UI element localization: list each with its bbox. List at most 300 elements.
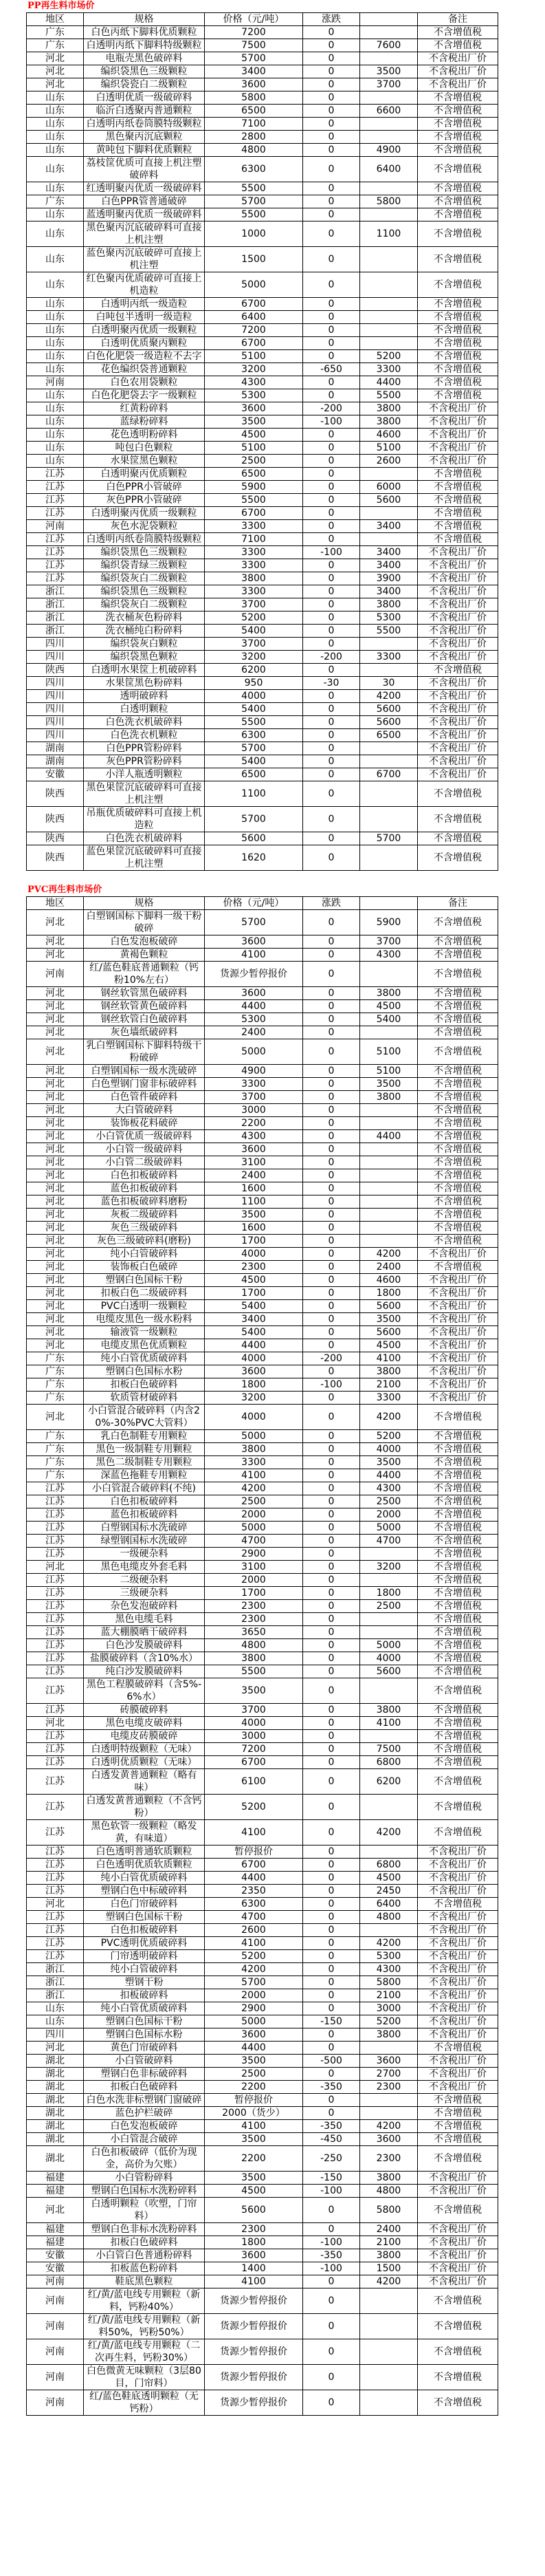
cell-spec: 编织袋黑色颗粒 <box>84 651 205 664</box>
cell-region: 江苏 <box>27 1626 84 1639</box>
cell-region: 江苏 <box>27 559 84 572</box>
cell-change: 0 <box>303 1535 360 1548</box>
cell-region: 河南 <box>27 520 84 533</box>
cell-change: 0 <box>303 742 360 755</box>
cell-price: 1700 <box>205 1287 303 1300</box>
cell-region: 陕西 <box>27 845 84 871</box>
table-row <box>27 247 498 272</box>
header-region: 地区 <box>27 897 84 910</box>
table-row <box>27 716 498 729</box>
cell-remark: 不含税出厂价 <box>418 1937 498 1950</box>
cell-price: 1700 <box>205 1235 303 1248</box>
cell-price: 3100 <box>205 1156 303 1169</box>
cell-region: 浙江 <box>27 1963 84 1976</box>
cell-region: 河北 <box>27 1326 84 1339</box>
cell-change: 0 <box>303 1313 360 1326</box>
cell-spec: 装饰板花料破碎 <box>84 1117 205 1130</box>
cell-region: 四川 <box>27 703 84 716</box>
cell-price: 3600 <box>205 1143 303 1156</box>
cell-price: 6200 <box>205 664 303 677</box>
cell-extra: 3800 <box>360 1704 418 1717</box>
cell-change: -200 <box>303 1352 360 1365</box>
cell-spec: 小白管混合破碎 <box>84 2133 205 2146</box>
table-row <box>27 2223 498 2236</box>
cell-extra: 5700 <box>360 832 418 845</box>
cell-change: 0 <box>303 105 360 118</box>
cell-region: 江苏 <box>27 1950 84 1963</box>
cell-region: 山东 <box>27 2002 84 2015</box>
cell-remark: 不含增值税 <box>418 1574 498 1587</box>
cell-region: 江苏 <box>27 1522 84 1535</box>
cell-region: 浙江 <box>27 611 84 625</box>
cell-price: 3000 <box>205 1730 303 1743</box>
cell-remark: 不含增值税 <box>418 1143 498 1156</box>
table-row <box>27 1872 498 1885</box>
cell-spec: 鞋底黑色颗粒 <box>84 2275 205 2288</box>
table-row <box>27 1222 498 1235</box>
cell-region: 江苏 <box>27 1587 84 1600</box>
cell-region: 浙江 <box>27 598 84 611</box>
cell-extra: 6600 <box>360 105 418 118</box>
table-row <box>27 1013 498 1026</box>
cell-spec: 吨包白色颗粒 <box>84 442 205 455</box>
cell-remark: 不含税出厂价 <box>418 625 498 638</box>
cell-price: 6700 <box>205 298 303 311</box>
cell-extra: 3800 <box>360 987 418 1000</box>
cell-extra: 3700 <box>360 78 418 91</box>
cell-remark: 不含税出厂价 <box>418 703 498 716</box>
cell-remark: 不含税出厂价 <box>418 546 498 559</box>
cell-remark: 不含增值税 <box>418 1013 498 1026</box>
cell-region: 河北 <box>27 1000 84 1013</box>
cell-remark: 不含税出厂价 <box>418 2185 498 2198</box>
table-row <box>27 1274 498 1287</box>
cell-price: 5600 <box>205 832 303 845</box>
cell-extra: 5300 <box>360 611 418 625</box>
cell-remark: 不含增值税 <box>418 494 498 507</box>
cell-spec: 蓝色扣板破碎料磨粉 <box>84 1195 205 1209</box>
cell-region: 安徽 <box>27 2262 84 2275</box>
table-row <box>27 415 498 429</box>
table-row <box>27 559 498 572</box>
cell-extra <box>360 2314 418 2339</box>
cell-change: 0 <box>303 1104 360 1117</box>
cell-price: 2200 <box>205 1117 303 1130</box>
table-row <box>27 638 498 651</box>
cell-region: 河北 <box>27 1898 84 1911</box>
cell-extra: 2300 <box>360 2146 418 2172</box>
cell-price: 2500 <box>205 455 303 468</box>
cell-extra <box>360 807 418 832</box>
cell-change: 0 <box>303 611 360 625</box>
cell-remark: 不含税出厂价 <box>418 78 498 91</box>
cell-price: 3800 <box>205 1652 303 1665</box>
cell-price: 5300 <box>205 389 303 402</box>
cell-price: 3600 <box>205 1365 303 1378</box>
cell-spec: 黑色工程膜破碎料（含5%-6%水） <box>84 1678 205 1704</box>
cell-extra: 4100 <box>360 1717 418 1730</box>
cell-change: 0 <box>303 1456 360 1469</box>
table-row <box>27 1950 498 1963</box>
cell-change: 0 <box>303 1820 360 1846</box>
cell-region: 山东 <box>27 350 84 363</box>
table-row <box>27 1639 498 1652</box>
cell-remark: 不含税出厂价 <box>418 455 498 468</box>
cell-extra: 4800 <box>360 1911 418 1924</box>
table-row <box>27 1430 498 1443</box>
cell-extra: 3600 <box>360 2055 418 2068</box>
cell-remark: 不含增值税 <box>418 481 498 494</box>
cell-remark: 不含税出厂价 <box>418 1248 498 1261</box>
cell-extra: 4000 <box>360 1652 418 1665</box>
cell-region: 山东 <box>27 91 84 105</box>
cell-extra: 4200 <box>360 1405 418 1430</box>
cell-price: 2500 <box>205 2068 303 2081</box>
cell-remark: 不含税出厂价 <box>418 2223 498 2236</box>
cell-spec: 蓝色扣板破碎料 <box>84 1508 205 1522</box>
table-row <box>27 1143 498 1156</box>
cell-change: 0 <box>303 533 360 546</box>
cell-extra: 5200 <box>360 2015 418 2028</box>
table-row <box>27 78 498 91</box>
cell-extra <box>360 247 418 272</box>
cell-spec: 蓝色护栏破碎 <box>84 2107 205 2120</box>
cell-remark: 不含税出厂价 <box>418 1300 498 1313</box>
table-row <box>27 2028 498 2042</box>
table-row <box>27 1963 498 1976</box>
cell-change: 0 <box>303 247 360 272</box>
cell-price: 2000 <box>205 1508 303 1522</box>
cell-remark: 不含增值税 <box>418 2288 498 2314</box>
cell-remark: 不含增值税 <box>418 845 498 871</box>
cell-spec: 白透发黄普通颗粒（略有味） <box>84 1769 205 1795</box>
cell-remark: 不含增值税 <box>418 1743 498 1756</box>
cell-spec: 编织袋黑色三级颗粒 <box>84 65 205 78</box>
cell-spec: 编织袋灰白二级颗粒 <box>84 598 205 611</box>
cell-price: 暂停报价 <box>205 1846 303 1859</box>
cell-change: 0 <box>303 1587 360 1600</box>
cell-region: 广东 <box>27 1392 84 1405</box>
cell-remark: 不含税出厂价 <box>418 716 498 729</box>
cell-region: 四川 <box>27 2028 84 2042</box>
cell-change: 0 <box>303 1730 360 1743</box>
table-row <box>27 1613 498 1626</box>
cell-price: 6700 <box>205 337 303 350</box>
cell-price: 3500 <box>205 2055 303 2068</box>
cell-price: 4500 <box>205 1274 303 1287</box>
cell-change: -100 <box>303 2262 360 2275</box>
cell-spec: 白色透明普通软质颗粒 <box>84 1846 205 1859</box>
cell-remark: 不含增值税 <box>418 26 498 39</box>
cell-extra: 5400 <box>360 1013 418 1026</box>
cell-price: 货源少暂停报价 <box>205 2288 303 2314</box>
cell-spec: 塑钢白色国标干粉 <box>84 2015 205 2028</box>
cell-spec: 电缆皮黑色一级水粉料 <box>84 1313 205 1326</box>
cell-change: 0 <box>303 2107 360 2120</box>
cell-region: 湖北 <box>27 2107 84 2120</box>
table-row <box>27 1130 498 1143</box>
table-row <box>27 1717 498 1730</box>
cell-change: 0 <box>303 703 360 716</box>
cell-region: 江苏 <box>27 1937 84 1950</box>
cell-region: 江苏 <box>27 481 84 494</box>
cell-extra <box>360 755 418 768</box>
cell-change: 0 <box>303 1665 360 1678</box>
cell-region: 山东 <box>27 389 84 402</box>
cell-extra: 5900 <box>360 910 418 935</box>
cell-region: 河北 <box>27 1026 84 1039</box>
table-row <box>27 1846 498 1859</box>
table-row <box>27 1495 498 1508</box>
cell-price: 5400 <box>205 1300 303 1313</box>
table-row <box>27 1209 498 1222</box>
cell-extra: 5100 <box>360 442 418 455</box>
table-row <box>27 389 498 402</box>
cell-spec: 花色编织袋普通颗粒 <box>84 363 205 376</box>
cell-extra: 5000 <box>360 1522 418 1535</box>
table-row <box>27 2172 498 2185</box>
table-row <box>27 585 498 598</box>
cell-extra: 5100 <box>360 1039 418 1065</box>
cell-price: 3600 <box>205 78 303 91</box>
cell-price: 4100 <box>205 2275 303 2288</box>
cell-extra: 4500 <box>360 1000 418 1013</box>
table-row <box>27 1352 498 1365</box>
cell-remark: 不含增值税 <box>418 1508 498 1522</box>
cell-change: 0 <box>303 26 360 39</box>
cell-extra: 5600 <box>360 716 418 729</box>
cell-region: 江苏 <box>27 1820 84 1846</box>
cell-price: 2300 <box>205 1600 303 1613</box>
cell-spec: 绿塑钢国标水洗破碎 <box>84 1535 205 1548</box>
table-row <box>27 625 498 638</box>
cell-spec: 白色化肥袋去字一级颗粒 <box>84 389 205 402</box>
cell-remark: 不含增值税 <box>418 664 498 677</box>
cell-region: 河北 <box>27 1039 84 1065</box>
cell-remark: 不含增值税 <box>418 2198 498 2223</box>
table-row <box>27 572 498 585</box>
cell-remark: 不含税出厂价 <box>418 2262 498 2275</box>
header-price: 价格（元/吨） <box>205 897 303 910</box>
cell-remark: 不含增值税 <box>418 1456 498 1469</box>
cell-spec: 蓝色聚丙沉底破碎可直接上机注塑 <box>84 247 205 272</box>
cell-price: 3700 <box>205 638 303 651</box>
cell-price: 1620 <box>205 845 303 871</box>
table-row <box>27 598 498 611</box>
cell-price: 5000 <box>205 2015 303 2028</box>
cell-remark: 不含增值税 <box>418 337 498 350</box>
cell-change: 0 <box>303 987 360 1000</box>
cell-extra: 6200 <box>360 1769 418 1795</box>
cell-price: 7200 <box>205 324 303 337</box>
cell-change: 0 <box>303 781 360 807</box>
cell-extra <box>360 298 418 311</box>
cell-remark: 不含税出厂价 <box>418 651 498 664</box>
cell-region: 湖北 <box>27 2133 84 2146</box>
cell-extra <box>360 533 418 546</box>
cell-region: 山东 <box>27 415 84 429</box>
cell-extra: 5600 <box>360 703 418 716</box>
cell-remark: 不含税出厂价 <box>418 1859 498 1872</box>
cell-spec: 红/黄/蓝电线专用颗粒（新料50%，钙粉50%） <box>84 2314 205 2339</box>
cell-remark: 不含增值税 <box>418 832 498 845</box>
cell-price: 5700 <box>205 807 303 832</box>
cell-region: 河南 <box>27 2314 84 2339</box>
cell-remark: 不含税出厂价 <box>418 1963 498 1976</box>
cell-extra: 4300 <box>360 1482 418 1495</box>
header-extra <box>360 897 418 910</box>
table-row <box>27 376 498 389</box>
cell-remark: 不含增值税 <box>418 949 498 962</box>
cell-price: 6300 <box>205 729 303 742</box>
table-row <box>27 2314 498 2339</box>
table-row <box>27 2055 498 2068</box>
table-row <box>27 1365 498 1378</box>
cell-remark: 不含税出厂价 <box>418 65 498 78</box>
cell-price: 4000 <box>205 1717 303 1730</box>
cell-price: 3800 <box>205 1443 303 1456</box>
table-row <box>27 546 498 559</box>
cell-spec: 白透明优质聚丙颗粒 <box>84 337 205 350</box>
cell-price: 3600 <box>205 935 303 949</box>
cell-spec: 灰色水泥袋颗粒 <box>84 520 205 533</box>
cell-price: 3600 <box>205 402 303 415</box>
cell-remark: 不含税出厂价 <box>418 2249 498 2262</box>
cell-spec: 塑钢白色国标干粉 <box>84 1911 205 1924</box>
cell-remark: 不含增值税 <box>418 1078 498 1091</box>
cell-extra: 3500 <box>360 1313 418 1326</box>
cell-change: 0 <box>303 1117 360 1130</box>
cell-remark: 不含增值税 <box>418 1117 498 1130</box>
cell-region: 广东 <box>27 1456 84 1469</box>
pp-table-body <box>27 26 498 871</box>
cell-change: 0 <box>303 935 360 949</box>
cell-extra <box>360 337 418 350</box>
cell-change: 0 <box>303 429 360 442</box>
cell-spec: 盐膜破碎料（含10%水） <box>84 1652 205 1665</box>
table-row <box>27 1156 498 1169</box>
cell-change: -150 <box>303 2015 360 2028</box>
cell-extra <box>360 638 418 651</box>
cell-change: 0 <box>303 1365 360 1378</box>
cell-spec: 灰色三级破碎料 <box>84 1222 205 1235</box>
cell-spec: 塑钢白色国标干粉 <box>84 1274 205 1287</box>
cell-change: 0 <box>303 1195 360 1209</box>
cell-remark: 不含增值税 <box>418 1169 498 1182</box>
cell-change: 0 <box>303 1898 360 1911</box>
cell-change: 0 <box>303 807 360 832</box>
cell-extra: 3200 <box>360 1561 418 1574</box>
cell-price: 1800 <box>205 1378 303 1392</box>
cell-extra <box>360 131 418 144</box>
cell-remark: 不含增值税 <box>418 781 498 807</box>
cell-region: 浙江 <box>27 1976 84 1989</box>
cell-price: 2200 <box>205 2146 303 2172</box>
cell-change: 0 <box>303 337 360 350</box>
cell-extra: 4000 <box>360 1443 418 1456</box>
cell-region: 湖北 <box>27 2094 84 2107</box>
cell-remark: 不含税出厂价 <box>418 2015 498 2028</box>
cell-region: 河南 <box>27 2339 84 2365</box>
cell-price: 3800 <box>205 572 303 585</box>
table-header-row <box>27 897 498 910</box>
cell-spec: 红色聚丙优质破碎可直接上机造粒 <box>84 272 205 298</box>
cell-extra <box>360 91 418 105</box>
table-row <box>27 1911 498 1924</box>
cell-change: -500 <box>303 2055 360 2068</box>
cell-price: 3700 <box>205 598 303 611</box>
cell-price: 950 <box>205 677 303 690</box>
cell-remark: 不含税出厂价 <box>418 1326 498 1339</box>
cell-region: 河南 <box>27 2275 84 2288</box>
cell-region: 江苏 <box>27 1600 84 1613</box>
cell-price: 4700 <box>205 1535 303 1548</box>
cell-spec: 白吨包半透明一级造粒 <box>84 311 205 324</box>
cell-change: 0 <box>303 52 360 65</box>
cell-change: 0 <box>303 1872 360 1885</box>
cell-spec: 电瓶壳黑色破碎料 <box>84 52 205 65</box>
cell-change: 0 <box>303 1209 360 1222</box>
cell-price: 2000 <box>205 1989 303 2002</box>
cell-change: 0 <box>303 455 360 468</box>
cell-remark: 不含增值税 <box>418 2365 498 2390</box>
cell-spec: 输液管一级颗粒 <box>84 1326 205 1339</box>
cell-remark: 不含增值税 <box>418 807 498 832</box>
cell-extra <box>360 781 418 807</box>
cell-change: 0 <box>303 1963 360 1976</box>
cell-price: 5400 <box>205 625 303 638</box>
cell-spec: 小洋人瓶透明颗粒 <box>84 768 205 781</box>
cell-extra: 5600 <box>360 1665 418 1678</box>
cell-change: -350 <box>303 2249 360 2262</box>
cell-price: 5200 <box>205 1950 303 1963</box>
cell-extra: 2000 <box>360 1508 418 1522</box>
cell-spec: 白色丙纸下脚料优质颗粒 <box>84 26 205 39</box>
cell-region: 陕西 <box>27 781 84 807</box>
table-row <box>27 1561 498 1574</box>
cell-change: 0 <box>303 195 360 208</box>
cell-price: 4800 <box>205 1639 303 1652</box>
cell-extra: 4200 <box>360 2275 418 2288</box>
table-row <box>27 39 498 52</box>
cell-region: 福建 <box>27 2223 84 2236</box>
cell-region: 湖北 <box>27 2081 84 2094</box>
cell-spec: 扣板白色二级破碎料 <box>84 1287 205 1300</box>
cell-remark: 不含增值税 <box>418 1678 498 1704</box>
table-row <box>27 2339 498 2365</box>
table-row <box>27 1704 498 1717</box>
cell-extra: 4200 <box>360 1937 418 1950</box>
cell-remark: 不含税出厂价 <box>418 1365 498 1378</box>
cell-remark: 不含增值税 <box>418 520 498 533</box>
cell-region: 安徽 <box>27 2249 84 2262</box>
cell-spec: 白色塑钢门窗非标破碎料 <box>84 1078 205 1091</box>
cell-extra <box>360 1846 418 1859</box>
cell-price: 5000 <box>205 1039 303 1065</box>
cell-extra <box>360 2042 418 2055</box>
cell-extra: 2450 <box>360 1885 418 1898</box>
cell-extra: 3800 <box>360 1091 418 1104</box>
cell-region: 山东 <box>27 455 84 468</box>
cell-price: 2200 <box>205 2081 303 2094</box>
cell-spec: 黄色门帘破碎料 <box>84 2042 205 2055</box>
cell-extra: 1800 <box>360 1587 418 1600</box>
cell-spec: 白色沙发膜破碎料 <box>84 1639 205 1652</box>
cell-price: 货源少暂停报价 <box>205 2339 303 2365</box>
cell-price: 2800 <box>205 131 303 144</box>
cell-region: 河北 <box>27 1065 84 1078</box>
cell-change: 0 <box>303 1626 360 1639</box>
